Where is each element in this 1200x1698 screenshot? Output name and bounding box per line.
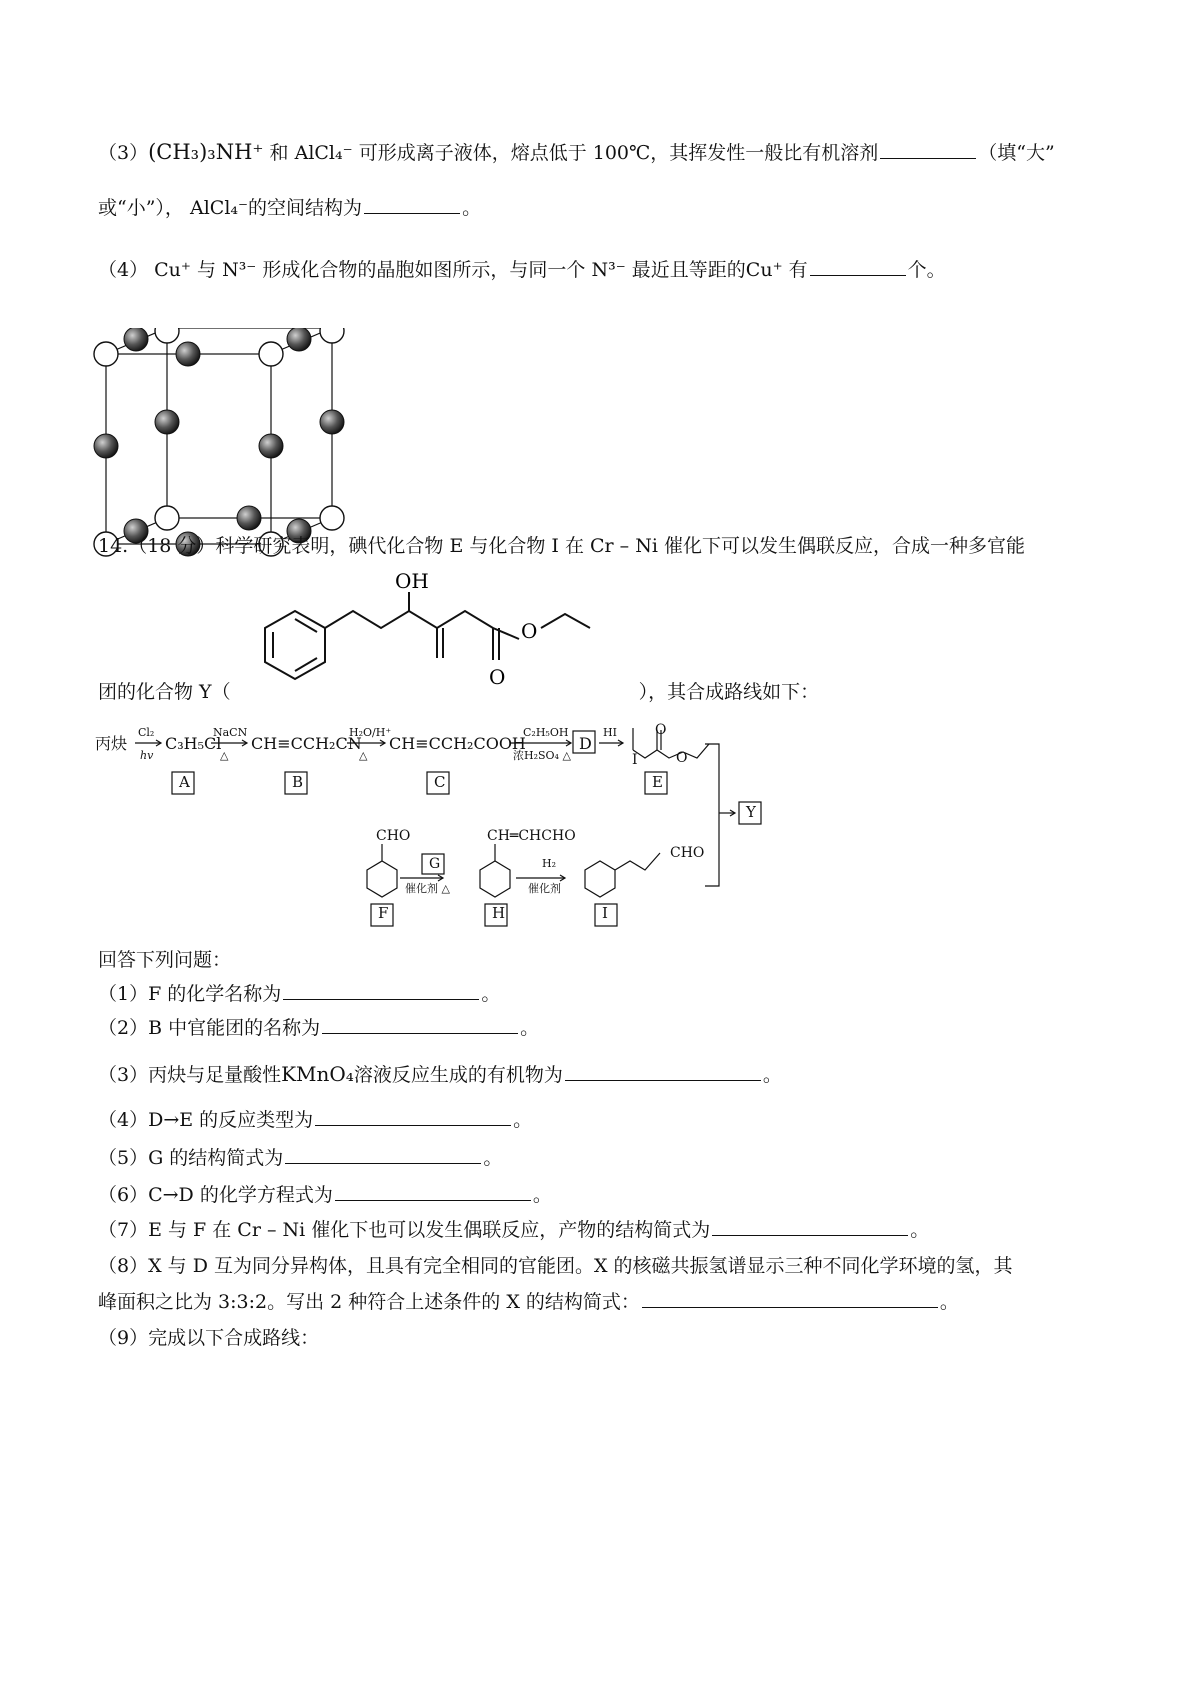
- catalyst-label: 催化剂: [528, 882, 561, 895]
- formula-cu-ion: Cu⁺: [745, 259, 783, 281]
- question-4: [98, 1106, 532, 1134]
- y-carbonyl-o-label: O: [489, 665, 506, 689]
- q6-end: 。: [532, 1184, 552, 1206]
- q1-end: 。: [481, 983, 501, 1005]
- label-h: H: [492, 904, 506, 922]
- q9-text: （9）完成以下合成路线：: [98, 1327, 320, 1349]
- reagent-h2: H₂: [542, 857, 557, 870]
- answer-blank[interactable]: [364, 195, 460, 214]
- answer-blank[interactable]: [315, 1107, 511, 1126]
- formula-n-ion: N³⁻: [222, 259, 257, 281]
- q3b-text-post: 溶液反应生成的有机物为: [353, 1064, 563, 1086]
- compound-a-formula: C₃H₅Cl: [165, 734, 222, 753]
- reagent-ethanol: C₂H₅OH: [523, 726, 569, 739]
- q4-text: 最近且等距的: [631, 259, 746, 281]
- formula-kmno4: KMnO₄: [281, 1062, 354, 1086]
- q14-intro: [98, 532, 1025, 560]
- answer-blank[interactable]: [565, 1062, 761, 1081]
- formula-alcl4: AlCl₄⁻: [294, 142, 353, 164]
- q3-line1: [98, 138, 1055, 167]
- catalyst-label: 催化剂 △: [405, 882, 450, 895]
- label-c: C: [434, 773, 446, 791]
- answer-blank[interactable]: [642, 1289, 938, 1308]
- formula-cu-ion: Cu⁺: [154, 259, 191, 281]
- q4-number: （4）: [98, 259, 149, 281]
- compound-c-formula: CH≡CCH₂COOH: [389, 734, 526, 753]
- q3-text: 可形成离子液体，熔点低于 100℃，其挥发性一般比有机溶剂: [358, 142, 879, 164]
- reagent-hi: HI: [603, 726, 617, 739]
- answer-blank[interactable]: [712, 1217, 908, 1236]
- question-8-line2: [98, 1288, 959, 1316]
- f-cho-label: CHO: [376, 828, 411, 844]
- q3-and: 和: [269, 142, 289, 164]
- answer-blank[interactable]: [810, 257, 906, 276]
- q4b-end: 。: [513, 1109, 533, 1131]
- heat-icon: △: [359, 749, 368, 762]
- reagent-cl2: Cl₂: [138, 726, 155, 739]
- compound-b-formula: CH≡CCH₂CN: [251, 734, 362, 753]
- h-chain-label: CH═CHCHO: [487, 828, 576, 844]
- question-5: [98, 1144, 502, 1172]
- q8-end: 。: [939, 1291, 959, 1313]
- question-9: [98, 1324, 319, 1352]
- q4-text: 形成化合物的晶胞如图所示，与同一个: [262, 259, 586, 281]
- label-b: B: [292, 773, 304, 791]
- label-e: E: [652, 773, 663, 791]
- q4-end: 个。: [907, 259, 946, 281]
- e-iodine-label: I: [632, 752, 638, 768]
- q5-text: （5）G 的结构简式为: [98, 1147, 284, 1169]
- label-a: A: [179, 773, 190, 791]
- y-ester-o-label: O: [521, 619, 538, 643]
- q8-text2: 峰面积之比为 3:3:2。写出 2 种符合上述条件的 X 的结构简式：: [98, 1291, 640, 1313]
- q14-intro-text: 14.（18 分）科学研究表明，碘代化合物 E 与化合物 I 在 Cr – Ni 催化下可以发生偶联反应，合成一种多官能: [98, 535, 1025, 557]
- reagent-g-label: G: [429, 856, 441, 872]
- label-y: Y: [746, 803, 756, 821]
- q3-hint: （填“大”: [978, 142, 1055, 164]
- reagent-hv: hv: [140, 749, 154, 762]
- reagent-h2o-h: H₂O/H⁺: [349, 726, 392, 739]
- answer-blank[interactable]: [335, 1182, 531, 1201]
- q3-end: 。: [462, 197, 482, 219]
- q6-text: （6）C→D 的化学方程式为: [98, 1184, 333, 1206]
- q4-text: 与: [197, 259, 217, 281]
- answer-blank[interactable]: [285, 1145, 481, 1164]
- y-oh-label: OH: [395, 569, 429, 593]
- e-ester-o: O: [676, 750, 688, 766]
- cu-spheres: [94, 328, 344, 556]
- formula-trimethylammonium: (CH₃)₃NH⁺: [148, 140, 264, 164]
- q3-hint-cont: 或“小”），: [98, 197, 184, 219]
- question-1: [98, 980, 500, 1008]
- formula-n-ion: N³⁻: [591, 259, 626, 281]
- q1-text: （1）F 的化学名称为: [98, 983, 282, 1005]
- label-i: I: [602, 904, 608, 922]
- questions-header-text: 回答下列问题：: [98, 949, 232, 971]
- formula-alcl4: AlCl₄⁻: [189, 197, 249, 219]
- question-6: [98, 1181, 552, 1209]
- q2-end: 。: [520, 1017, 540, 1039]
- compound-d-label: D: [579, 734, 592, 753]
- heat-icon: △: [220, 749, 229, 762]
- q3-line2: [98, 194, 481, 222]
- answer-blank[interactable]: [322, 1015, 518, 1034]
- i-cho-label: CHO: [670, 845, 705, 861]
- q4b-text: （4）D→E 的反应类型为: [98, 1109, 314, 1131]
- answer-blank[interactable]: [880, 140, 976, 159]
- q2-text: （2）B 中官能团的名称为: [98, 1017, 321, 1039]
- q7-text: （7）E 与 F 在 Cr – Ni 催化下也可以发生偶联反应，产物的结构简式为: [98, 1219, 711, 1241]
- question-2: [98, 1014, 539, 1042]
- q4-line: [98, 256, 946, 284]
- e-carbonyl-o: O: [655, 722, 667, 738]
- answer-blank[interactable]: [283, 981, 479, 1000]
- question-8-line1: [98, 1252, 1013, 1280]
- q3b-text: （3）丙炔与足量酸性: [98, 1064, 282, 1086]
- start-propyne: 丙炔: [95, 734, 128, 753]
- q5-end: 。: [483, 1147, 503, 1169]
- q3-number: （3）: [98, 142, 149, 164]
- q14-intro2-pre: 团的化合物 Y（: [98, 681, 231, 703]
- q14-intro2: [98, 678, 819, 706]
- questions-header: [98, 946, 231, 974]
- q3-text2: 的空间结构为: [248, 197, 363, 219]
- q4-text: 有: [788, 259, 808, 281]
- q14-intro2-post: ），其合成路线如下：: [638, 681, 820, 703]
- question-3: [98, 1060, 782, 1089]
- label-f: F: [378, 904, 389, 922]
- question-7: [98, 1216, 929, 1244]
- q7-end: 。: [910, 1219, 930, 1241]
- reagent-nacn: NaCN: [213, 726, 248, 739]
- q8-text: （8）X 与 D 互为同分异构体，且具有完全相同的官能团。X 的核磁共振氢谱显示三种不同化学环境的氢，其: [98, 1255, 1013, 1277]
- q3b-end: 。: [762, 1064, 782, 1086]
- reagent-h2so4: 浓H₂SO₄ △: [513, 749, 571, 762]
